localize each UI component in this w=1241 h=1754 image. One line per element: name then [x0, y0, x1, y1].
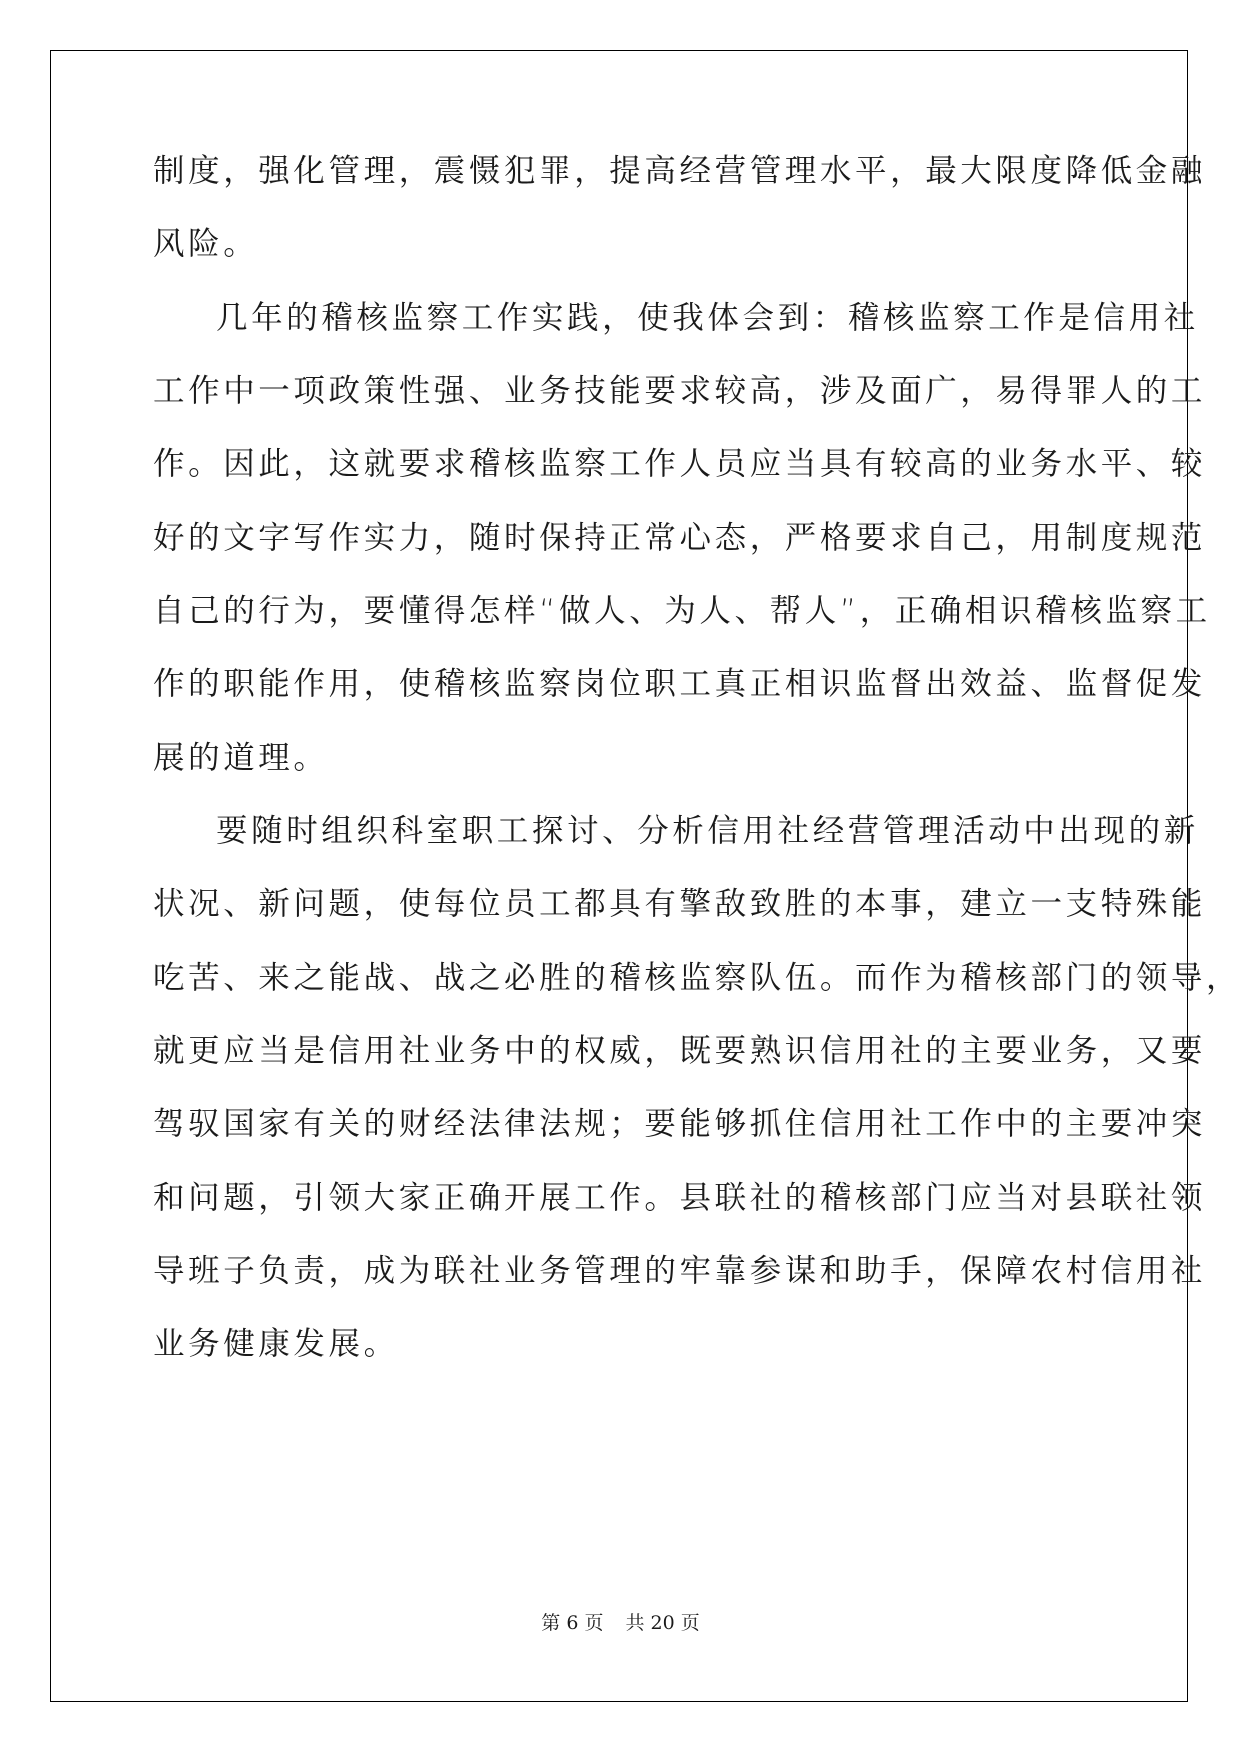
body-line-11: 状况、新问题，使每位员工都具有擎敌致胜的本事，建立一支特殊能 — [153, 886, 1207, 922]
body-line-14: 驾驭国家有关的财经法律法规；要能够抓住信用社工作中的主要冲突 — [153, 1106, 1207, 1142]
body-line-7: 自己的行为，要懂得怎样“做人、为人、帮人”，正确相识稽核监察工 — [153, 593, 1211, 629]
body-line-12: 吃苦、来之能战、战之必胜的稽核监察队伍。而作为稽核部门的领导， — [153, 960, 1241, 996]
page-footer — [0, 1608, 1241, 1635]
body-line-2: 风险。 — [153, 226, 259, 262]
body-line-6: 好的文字写作实力，随时保持正常心态，严格要求自己，用制度规范 — [153, 520, 1207, 556]
body-line-8: 作的职能作用，使稽核监察岗位职工真正相识监督出效益、监督促发 — [153, 666, 1207, 702]
page-number: 第 6 页 — [541, 1612, 604, 1634]
page-total: 共 20 页 — [625, 1612, 700, 1634]
body-line-15: 和问题，引领大家正确开展工作。县联社的稽核部门应当对县联社领 — [153, 1180, 1207, 1216]
body-line-13: 就更应当是信用社业务中的权威，既要熟识信用社的主要业务，又要 — [153, 1033, 1207, 1069]
body-line-10: 要随时组织科室职工探讨、分析信用社经营管理活动中出现的新 — [216, 813, 1199, 849]
body-line-16: 导班子负责，成为联社业务管理的牢靠参谋和助手，保障农村信用社 — [153, 1253, 1207, 1289]
body-line-17: 业务健康发展。 — [153, 1326, 399, 1362]
body-line-4: 工作中一项政策性强、业务技能要求较高，涉及面广，易得罪人的工 — [153, 373, 1207, 409]
body-line-5: 作。因此，这就要求稽核监察工作人员应当具有较高的业务水平、较 — [153, 446, 1207, 482]
body-line-1: 制度，强化管理，震慑犯罪，提高经营管理水平，最大限度降低金融 — [153, 153, 1207, 189]
body-line-9: 展的道理。 — [153, 740, 329, 776]
body-line-3: 几年的稽核监察工作实践，使我体会到：稽核监察工作是信用社 — [216, 300, 1199, 336]
